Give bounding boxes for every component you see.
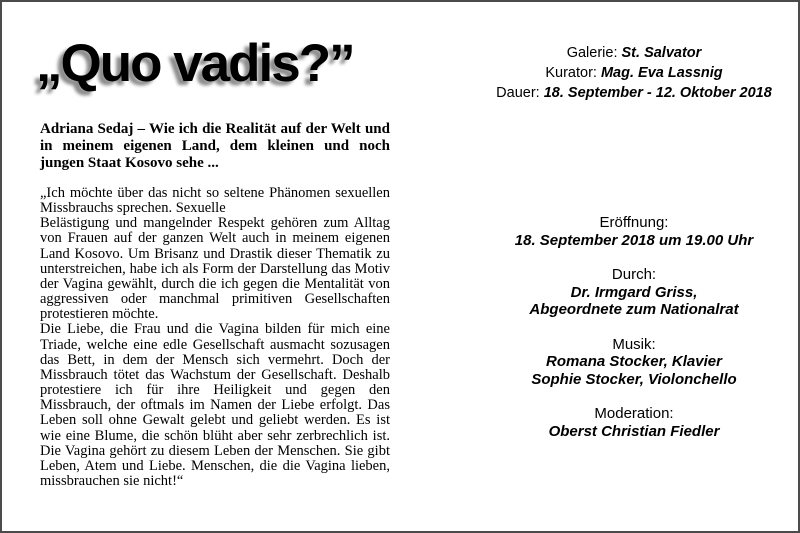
statement-paragraph: Die Liebe, die Frau und die Vagina bilden für mich eine Triade, welche eine edle Gesellschaft ausmacht sozusagen das Bett, in dem der Mensch sich vermehrt. Doch der Missbrauch tötet das Wachstum der Gesellschaft. Deshalb protestiere ich für ihre Heiligkeit und gegen den Missbrauch, der oftmals im Namen der Liebe erfolgt. Das Leben soll ohne Gewalt gelebt und geliebt werden. Es ist wie eine Blume, die schön blüht aber sehr zerbrechlich ist. Die Vagina gehört zu diesem Leben der Menschen. Sie gibt Leben, Atem und Liebe. Menschen, die die Vagina lieben, missbrauchen sie nicht!“: [40, 321, 390, 489]
section-label: Musik:: [612, 335, 656, 353]
section-line: Abgeordnete zum Nationalrat: [529, 301, 739, 318]
event-section-moderation: [466, 405, 800, 440]
info-label: Kurator:: [545, 65, 597, 81]
gallery-info-block: [466, 43, 800, 103]
statement-body: [40, 186, 390, 489]
event-section-musik: [466, 336, 800, 389]
info-row-galerie: [466, 43, 800, 63]
section-line: Sophie Stocker, Violonchello: [531, 370, 737, 388]
statement-paragraph: Belästigung und mangelnder Respekt gehören zum Alltag von Frauen auf der ganzen Welt auch in meinem eigenen Land Kosovo. Um Brisanz und Drastik dieser Thematik zu unterstreichen, habe ich als Form der Darstellung das Motiv der Vagina gewählt, durch die ich gegen die Mentalität von aggressiven oder manchmal primitiven Gesellschaften protestieren möchte.: [40, 215, 390, 323]
section-label: Durch:: [611, 266, 657, 283]
section-line: Romana Stocker, Klavier: [546, 353, 722, 370]
section-label: Eröffnung:: [599, 214, 669, 231]
info-row-dauer: [466, 83, 800, 103]
statement-heading: Adriana Sedaj – Wie ich die Realität auf der Welt und in meinem eigenen Land, dem kleinen und noch jungen Staat Kosovo sehe ...: [40, 121, 390, 171]
event-section-durch: [466, 266, 800, 319]
section-line: 18. September 2018 um 19.00 Uhr: [514, 231, 754, 249]
info-value: 18. September - 12. Oktober 2018: [543, 85, 772, 101]
info-label: Galerie:: [566, 45, 618, 61]
section-line: Dr. Irmgard Griss,: [570, 283, 698, 301]
section-label: Moderation:: [594, 405, 674, 422]
statement-paragraph: „Ich möchte über das nicht so seltene Phänomen sexuellen Missbrauchs sprechen. Sexuelle: [40, 185, 390, 217]
event-details-block: [466, 214, 800, 457]
info-value: St. Salvator: [621, 45, 702, 61]
info-value: Mag. Eva Lassnig: [600, 65, 723, 81]
info-label: Dauer:: [496, 85, 540, 101]
event-section-eroeffnung: [466, 214, 800, 249]
info-row-kurator: [466, 63, 800, 83]
exhibition-title: „Quo vadis?”: [36, 34, 354, 93]
section-line: Oberst Christian Fiedler: [548, 422, 720, 440]
